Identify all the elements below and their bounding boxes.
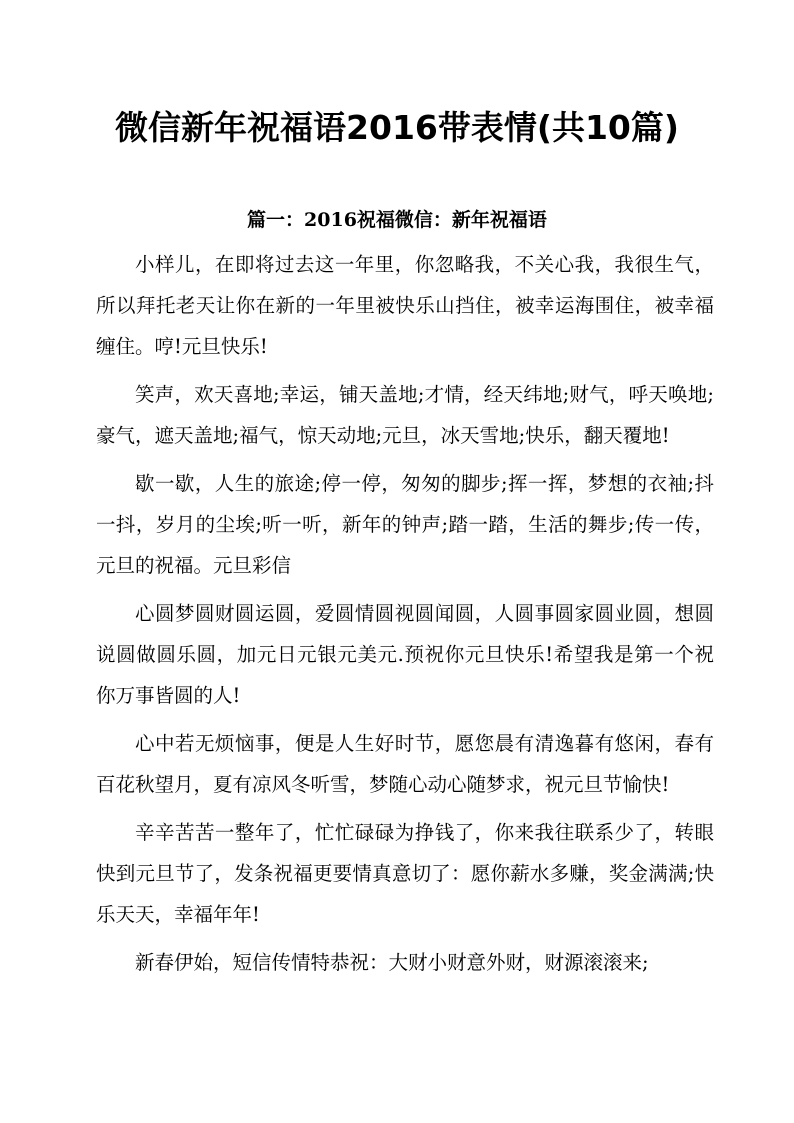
paragraph: 笑声，欢天喜地;幸运，铺天盖地;才情，经天纬地;财气，呼天唤地;豪气，遮天盖地;福气，惊天动地;元旦，冰天雪地;快乐，翻天覆地!	[96, 383, 714, 447]
paragraph: 新春伊始，短信传情特恭祝：大财小财意外财，财源滚滚来;	[135, 951, 649, 974]
paragraph: 心圆梦圆财圆运圆，爱圆情圆视圆闻圆，人圆事圆家圆业圆，想圆说圆做圆乐圆，加元日元银元美元.预祝你元旦快乐!希望我是第一个祝你万事皆圆的人!	[96, 602, 714, 707]
paragraph: 小样儿，在即将过去这一年里，你忽略我，不关心我，我很生气，所以拜托老天让你在新的一年里被快乐山挡住，被幸运海围住，被幸福缠住。哼!元旦快乐!	[96, 253, 714, 358]
paragraph: 心中若无烦恼事，便是人生好时节，愿您晨有清逸暮有悠闲，春有百花秋望月，夏有凉风冬听雪，梦随心动心随梦求，祝元旦节愉快!	[96, 732, 714, 796]
section-heading: 篇一：2016祝福微信：新年祝福语	[247, 209, 547, 231]
paragraph: 歇一歇，人生的旅途;停一停，匆匆的脚步;挥一挥，梦想的衣袖;抖一抖，岁月的尘埃;听一听，新年的钟声;踏一踏，生活的舞步;传一传，元旦的祝福。元旦彩信	[96, 472, 714, 577]
paragraph: 辛辛苦苦一整年了，忙忙碌碌为挣钱了，你来我往联系少了，转眼快到元旦节了，发条祝福更要情真意切了：愿你薪水多赚，奖金满满;快乐天天，幸福年年!	[96, 821, 714, 926]
document-body	[96, 244, 714, 990]
document-title: 微信新年祝福语2016带表情(共10篇)	[115, 108, 679, 147]
